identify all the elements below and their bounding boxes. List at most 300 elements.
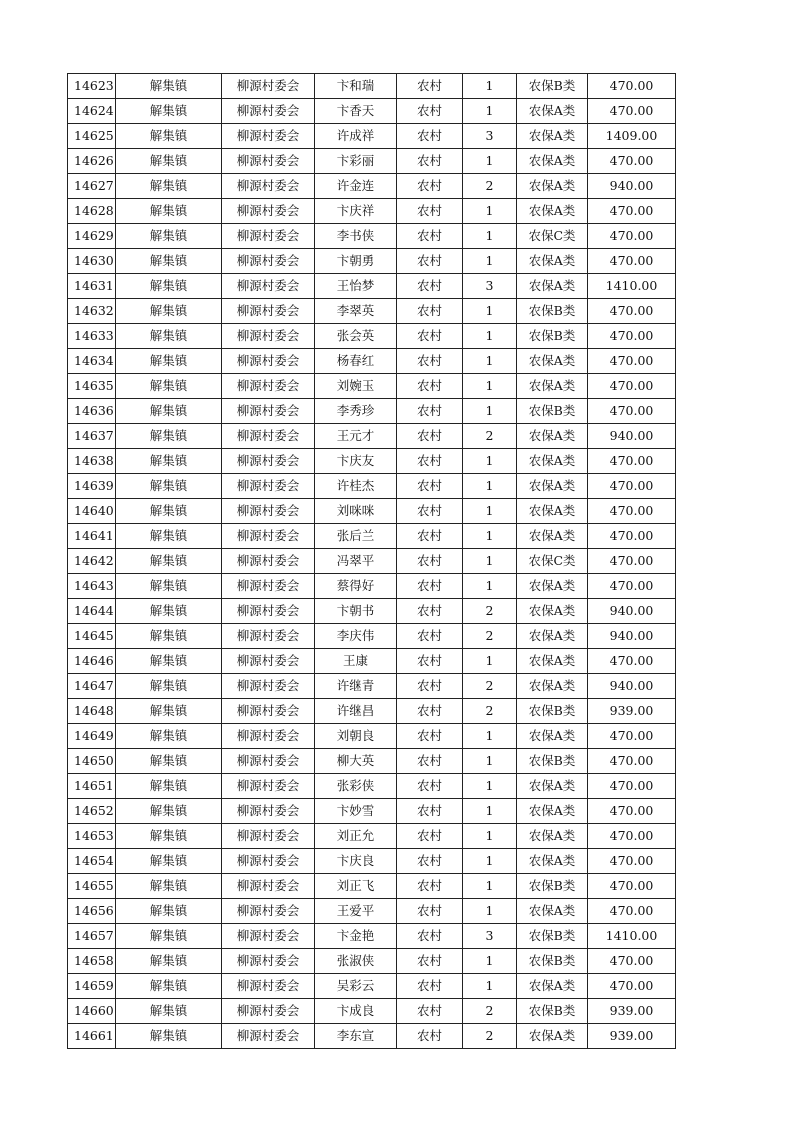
insurance-class-cell: 农保B类: [517, 699, 588, 724]
town-cell: 解集镇: [116, 874, 222, 899]
count-cell: 1: [463, 549, 517, 574]
amount-cell: 470.00: [588, 149, 676, 174]
town-cell: 解集镇: [116, 674, 222, 699]
village-committee-cell: 柳源村委会: [222, 849, 315, 874]
insurance-class-cell: 农保B类: [517, 949, 588, 974]
area-type-cell: 农村: [397, 374, 463, 399]
count-cell: 1: [463, 799, 517, 824]
village-committee-cell: 柳源村委会: [222, 224, 315, 249]
village-committee-cell: 柳源村委会: [222, 974, 315, 999]
count-cell: 1: [463, 374, 517, 399]
area-type-cell: 农村: [397, 549, 463, 574]
name-cell: 卞朝书: [315, 599, 397, 624]
record-id-cell: 14628: [68, 199, 116, 224]
count-cell: 1: [463, 399, 517, 424]
count-cell: 2: [463, 424, 517, 449]
area-type-cell: 农村: [397, 849, 463, 874]
amount-cell: 470.00: [588, 449, 676, 474]
name-cell: 杨春红: [315, 349, 397, 374]
insurance-class-cell: 农保A类: [517, 499, 588, 524]
area-type-cell: 农村: [397, 774, 463, 799]
amount-cell: 470.00: [588, 874, 676, 899]
table-row: [68, 174, 676, 199]
table-row: [68, 724, 676, 749]
amount-cell: 470.00: [588, 224, 676, 249]
record-id-cell: 14643: [68, 574, 116, 599]
area-type-cell: 农村: [397, 724, 463, 749]
amount-cell: 470.00: [588, 474, 676, 499]
count-cell: 1: [463, 724, 517, 749]
amount-cell: 939.00: [588, 999, 676, 1024]
name-cell: 冯翠平: [315, 549, 397, 574]
name-cell: 王爱平: [315, 899, 397, 924]
town-cell: 解集镇: [116, 474, 222, 499]
record-id-cell: 14633: [68, 324, 116, 349]
amount-cell: 1410.00: [588, 274, 676, 299]
table-row: [68, 249, 676, 274]
name-cell: 卞庆祥: [315, 199, 397, 224]
insurance-class-cell: 农保B类: [517, 999, 588, 1024]
table-row: [68, 549, 676, 574]
record-id-cell: 14641: [68, 524, 116, 549]
village-committee-cell: 柳源村委会: [222, 74, 315, 99]
record-id-cell: 14645: [68, 624, 116, 649]
area-type-cell: 农村: [397, 474, 463, 499]
village-committee-cell: 柳源村委会: [222, 574, 315, 599]
record-id-cell: 14653: [68, 824, 116, 849]
amount-cell: 470.00: [588, 549, 676, 574]
count-cell: 1: [463, 824, 517, 849]
amount-cell: 470.00: [588, 899, 676, 924]
town-cell: 解集镇: [116, 399, 222, 424]
town-cell: 解集镇: [116, 99, 222, 124]
name-cell: 刘咪咪: [315, 499, 397, 524]
village-committee-cell: 柳源村委会: [222, 824, 315, 849]
area-type-cell: 农村: [397, 949, 463, 974]
area-type-cell: 农村: [397, 899, 463, 924]
name-cell: 张淑侠: [315, 949, 397, 974]
insurance-class-cell: 农保A类: [517, 674, 588, 699]
count-cell: 1: [463, 774, 517, 799]
insurance-class-cell: 农保A类: [517, 374, 588, 399]
count-cell: 1: [463, 449, 517, 474]
insurance-class-cell: 农保B类: [517, 299, 588, 324]
table-row: [68, 474, 676, 499]
table-row: [68, 574, 676, 599]
area-type-cell: 农村: [397, 824, 463, 849]
table-row: [68, 74, 676, 99]
name-cell: 王怡梦: [315, 274, 397, 299]
count-cell: 2: [463, 599, 517, 624]
count-cell: 2: [463, 174, 517, 199]
count-cell: 2: [463, 999, 517, 1024]
area-type-cell: 农村: [397, 124, 463, 149]
area-type-cell: 农村: [397, 624, 463, 649]
count-cell: 1: [463, 849, 517, 874]
area-type-cell: 农村: [397, 274, 463, 299]
table-row: [68, 149, 676, 174]
insurance-class-cell: 农保B类: [517, 924, 588, 949]
name-cell: 卞成良: [315, 999, 397, 1024]
count-cell: 1: [463, 299, 517, 324]
insurance-class-cell: 农保A类: [517, 774, 588, 799]
insurance-class-cell: 农保A类: [517, 199, 588, 224]
village-committee-cell: 柳源村委会: [222, 599, 315, 624]
insurance-class-cell: 农保A类: [517, 174, 588, 199]
town-cell: 解集镇: [116, 599, 222, 624]
record-id-cell: 14651: [68, 774, 116, 799]
town-cell: 解集镇: [116, 149, 222, 174]
table-row: [68, 824, 676, 849]
village-committee-cell: 柳源村委会: [222, 549, 315, 574]
amount-cell: 470.00: [588, 974, 676, 999]
name-cell: 卞香天: [315, 99, 397, 124]
table-row: [68, 924, 676, 949]
insurance-class-cell: 农保A类: [517, 249, 588, 274]
record-id-cell: 14629: [68, 224, 116, 249]
village-committee-cell: 柳源村委会: [222, 449, 315, 474]
name-cell: 卞和瑞: [315, 74, 397, 99]
name-cell: 许桂杰: [315, 474, 397, 499]
insurance-class-cell: 农保A类: [517, 474, 588, 499]
town-cell: 解集镇: [116, 1024, 222, 1049]
village-committee-cell: 柳源村委会: [222, 674, 315, 699]
name-cell: 李东宣: [315, 1024, 397, 1049]
record-id-cell: 14657: [68, 924, 116, 949]
town-cell: 解集镇: [116, 274, 222, 299]
table-row: [68, 974, 676, 999]
amount-cell: 470.00: [588, 799, 676, 824]
count-cell: 1: [463, 874, 517, 899]
town-cell: 解集镇: [116, 174, 222, 199]
area-type-cell: 农村: [397, 249, 463, 274]
table-row: [68, 99, 676, 124]
name-cell: 许继昌: [315, 699, 397, 724]
table-row: [68, 324, 676, 349]
count-cell: 1: [463, 499, 517, 524]
count-cell: 1: [463, 474, 517, 499]
name-cell: 王元才: [315, 424, 397, 449]
amount-cell: 940.00: [588, 599, 676, 624]
count-cell: 1: [463, 949, 517, 974]
table-row: [68, 524, 676, 549]
area-type-cell: 农村: [397, 399, 463, 424]
table-row: [68, 424, 676, 449]
amount-cell: 470.00: [588, 249, 676, 274]
amount-cell: 470.00: [588, 99, 676, 124]
count-cell: 1: [463, 749, 517, 774]
name-cell: 刘正允: [315, 824, 397, 849]
amount-cell: 470.00: [588, 74, 676, 99]
amount-cell: 470.00: [588, 299, 676, 324]
insurance-class-cell: 农保A类: [517, 274, 588, 299]
record-id-cell: 14626: [68, 149, 116, 174]
insurance-class-cell: 农保A类: [517, 574, 588, 599]
count-cell: 1: [463, 349, 517, 374]
area-type-cell: 农村: [397, 874, 463, 899]
name-cell: 蔡得好: [315, 574, 397, 599]
name-cell: 许继青: [315, 674, 397, 699]
area-type-cell: 农村: [397, 649, 463, 674]
area-type-cell: 农村: [397, 149, 463, 174]
insurance-class-cell: 农保A类: [517, 724, 588, 749]
town-cell: 解集镇: [116, 324, 222, 349]
table-row: [68, 124, 676, 149]
town-cell: 解集镇: [116, 999, 222, 1024]
area-type-cell: 农村: [397, 574, 463, 599]
table-row: [68, 674, 676, 699]
village-committee-cell: 柳源村委会: [222, 799, 315, 824]
name-cell: 许金连: [315, 174, 397, 199]
table-row: [68, 349, 676, 374]
village-committee-cell: 柳源村委会: [222, 924, 315, 949]
record-id-cell: 14659: [68, 974, 116, 999]
town-cell: 解集镇: [116, 124, 222, 149]
name-cell: 卞朝勇: [315, 249, 397, 274]
village-committee-cell: 柳源村委会: [222, 749, 315, 774]
amount-cell: 470.00: [588, 949, 676, 974]
village-committee-cell: 柳源村委会: [222, 474, 315, 499]
village-committee-cell: 柳源村委会: [222, 1024, 315, 1049]
town-cell: 解集镇: [116, 899, 222, 924]
area-type-cell: 农村: [397, 324, 463, 349]
table-row: [68, 649, 676, 674]
area-type-cell: 农村: [397, 174, 463, 199]
insurance-class-cell: 农保B类: [517, 749, 588, 774]
record-id-cell: 14658: [68, 949, 116, 974]
village-committee-cell: 柳源村委会: [222, 399, 315, 424]
amount-cell: 1410.00: [588, 924, 676, 949]
village-committee-cell: 柳源村委会: [222, 999, 315, 1024]
insurance-class-cell: 农保B类: [517, 324, 588, 349]
table-row: [68, 449, 676, 474]
amount-cell: 470.00: [588, 749, 676, 774]
name-cell: 卞妙雪: [315, 799, 397, 824]
town-cell: 解集镇: [116, 974, 222, 999]
amount-cell: 470.00: [588, 724, 676, 749]
table-row: [68, 624, 676, 649]
village-committee-cell: 柳源村委会: [222, 374, 315, 399]
insurance-class-cell: 农保A类: [517, 849, 588, 874]
count-cell: 3: [463, 924, 517, 949]
record-id-cell: 14639: [68, 474, 116, 499]
record-id-cell: 14649: [68, 724, 116, 749]
village-committee-cell: 柳源村委会: [222, 774, 315, 799]
village-committee-cell: 柳源村委会: [222, 299, 315, 324]
town-cell: 解集镇: [116, 499, 222, 524]
town-cell: 解集镇: [116, 849, 222, 874]
insurance-class-cell: 农保A类: [517, 624, 588, 649]
record-id-cell: 14655: [68, 874, 116, 899]
area-type-cell: 农村: [397, 1024, 463, 1049]
town-cell: 解集镇: [116, 574, 222, 599]
town-cell: 解集镇: [116, 924, 222, 949]
village-committee-cell: 柳源村委会: [222, 124, 315, 149]
town-cell: 解集镇: [116, 74, 222, 99]
insurance-class-cell: 农保A类: [517, 449, 588, 474]
table-row: [68, 849, 676, 874]
town-cell: 解集镇: [116, 949, 222, 974]
name-cell: 李翠英: [315, 299, 397, 324]
insurance-class-cell: 农保A类: [517, 1024, 588, 1049]
amount-cell: 470.00: [588, 199, 676, 224]
count-cell: 1: [463, 149, 517, 174]
area-type-cell: 农村: [397, 199, 463, 224]
amount-cell: 470.00: [588, 399, 676, 424]
insurance-class-cell: 农保B类: [517, 399, 588, 424]
table-row: [68, 949, 676, 974]
insurance-class-cell: 农保A类: [517, 124, 588, 149]
table-row: [68, 599, 676, 624]
record-id-cell: 14636: [68, 399, 116, 424]
record-id-cell: 14656: [68, 899, 116, 924]
amount-cell: 940.00: [588, 624, 676, 649]
count-cell: 3: [463, 274, 517, 299]
village-committee-cell: 柳源村委会: [222, 324, 315, 349]
count-cell: 1: [463, 249, 517, 274]
name-cell: 刘婉玉: [315, 374, 397, 399]
record-id-cell: 14644: [68, 599, 116, 624]
town-cell: 解集镇: [116, 749, 222, 774]
count-cell: 1: [463, 899, 517, 924]
village-committee-cell: 柳源村委会: [222, 524, 315, 549]
village-committee-cell: 柳源村委会: [222, 249, 315, 274]
insurance-class-cell: 农保A类: [517, 149, 588, 174]
count-cell: 1: [463, 574, 517, 599]
name-cell: 卞庆友: [315, 449, 397, 474]
name-cell: 李庆伟: [315, 624, 397, 649]
village-committee-cell: 柳源村委会: [222, 274, 315, 299]
insurance-class-cell: 农保C类: [517, 549, 588, 574]
town-cell: 解集镇: [116, 349, 222, 374]
record-id-cell: 14630: [68, 249, 116, 274]
amount-cell: 470.00: [588, 349, 676, 374]
town-cell: 解集镇: [116, 224, 222, 249]
count-cell: 3: [463, 124, 517, 149]
table-row: [68, 499, 676, 524]
area-type-cell: 农村: [397, 499, 463, 524]
area-type-cell: 农村: [397, 924, 463, 949]
name-cell: 卞彩丽: [315, 149, 397, 174]
area-type-cell: 农村: [397, 999, 463, 1024]
record-id-cell: 14632: [68, 299, 116, 324]
town-cell: 解集镇: [116, 524, 222, 549]
town-cell: 解集镇: [116, 774, 222, 799]
amount-cell: 940.00: [588, 424, 676, 449]
village-committee-cell: 柳源村委会: [222, 624, 315, 649]
amount-cell: 940.00: [588, 674, 676, 699]
village-committee-cell: 柳源村委会: [222, 899, 315, 924]
area-type-cell: 农村: [397, 799, 463, 824]
insurance-class-cell: 农保A类: [517, 599, 588, 624]
record-id-cell: 14647: [68, 674, 116, 699]
village-committee-cell: 柳源村委会: [222, 424, 315, 449]
village-committee-cell: 柳源村委会: [222, 499, 315, 524]
town-cell: 解集镇: [116, 199, 222, 224]
area-type-cell: 农村: [397, 74, 463, 99]
count-cell: 1: [463, 99, 517, 124]
table-row: [68, 899, 676, 924]
town-cell: 解集镇: [116, 549, 222, 574]
table-row: [68, 799, 676, 824]
town-cell: 解集镇: [116, 824, 222, 849]
area-type-cell: 农村: [397, 424, 463, 449]
count-cell: 1: [463, 524, 517, 549]
insurance-class-cell: 农保A类: [517, 424, 588, 449]
village-committee-cell: 柳源村委会: [222, 99, 315, 124]
insurance-class-cell: 农保B类: [517, 874, 588, 899]
village-committee-cell: 柳源村委会: [222, 349, 315, 374]
amount-cell: 470.00: [588, 649, 676, 674]
village-committee-cell: 柳源村委会: [222, 199, 315, 224]
insurance-class-cell: 农保A类: [517, 99, 588, 124]
area-type-cell: 农村: [397, 524, 463, 549]
area-type-cell: 农村: [397, 349, 463, 374]
record-id-cell: 14634: [68, 349, 116, 374]
count-cell: 1: [463, 324, 517, 349]
amount-cell: 470.00: [588, 774, 676, 799]
town-cell: 解集镇: [116, 699, 222, 724]
town-cell: 解集镇: [116, 299, 222, 324]
record-id-cell: 14650: [68, 749, 116, 774]
record-id-cell: 14623: [68, 74, 116, 99]
amount-cell: 939.00: [588, 699, 676, 724]
village-committee-cell: 柳源村委会: [222, 649, 315, 674]
amount-cell: 470.00: [588, 574, 676, 599]
amount-cell: 470.00: [588, 524, 676, 549]
area-type-cell: 农村: [397, 599, 463, 624]
village-committee-cell: 柳源村委会: [222, 149, 315, 174]
village-committee-cell: 柳源村委会: [222, 874, 315, 899]
name-cell: 刘正飞: [315, 874, 397, 899]
table-row: [68, 874, 676, 899]
table-row: [68, 199, 676, 224]
area-type-cell: 农村: [397, 299, 463, 324]
town-cell: 解集镇: [116, 624, 222, 649]
name-cell: 张后兰: [315, 524, 397, 549]
insurance-class-cell: 农保C类: [517, 224, 588, 249]
record-id-cell: 14642: [68, 549, 116, 574]
insurance-class-cell: 农保A类: [517, 899, 588, 924]
insurance-class-cell: 农保A类: [517, 799, 588, 824]
amount-cell: 470.00: [588, 849, 676, 874]
name-cell: 王康: [315, 649, 397, 674]
name-cell: 李书侠: [315, 224, 397, 249]
count-cell: 2: [463, 699, 517, 724]
amount-cell: 470.00: [588, 824, 676, 849]
area-type-cell: 农村: [397, 974, 463, 999]
table-row: [68, 374, 676, 399]
table-row: [68, 774, 676, 799]
record-id-cell: 14648: [68, 699, 116, 724]
name-cell: 柳大英: [315, 749, 397, 774]
area-type-cell: 农村: [397, 224, 463, 249]
count-cell: 1: [463, 974, 517, 999]
town-cell: 解集镇: [116, 374, 222, 399]
name-cell: 张会英: [315, 324, 397, 349]
record-id-cell: 14661: [68, 1024, 116, 1049]
record-id-cell: 14654: [68, 849, 116, 874]
name-cell: 张彩侠: [315, 774, 397, 799]
name-cell: 刘朝良: [315, 724, 397, 749]
record-id-cell: 14627: [68, 174, 116, 199]
name-cell: 李秀珍: [315, 399, 397, 424]
area-type-cell: 农村: [397, 674, 463, 699]
record-id-cell: 14652: [68, 799, 116, 824]
amount-cell: 470.00: [588, 374, 676, 399]
record-id-cell: 14646: [68, 649, 116, 674]
record-id-cell: 14635: [68, 374, 116, 399]
